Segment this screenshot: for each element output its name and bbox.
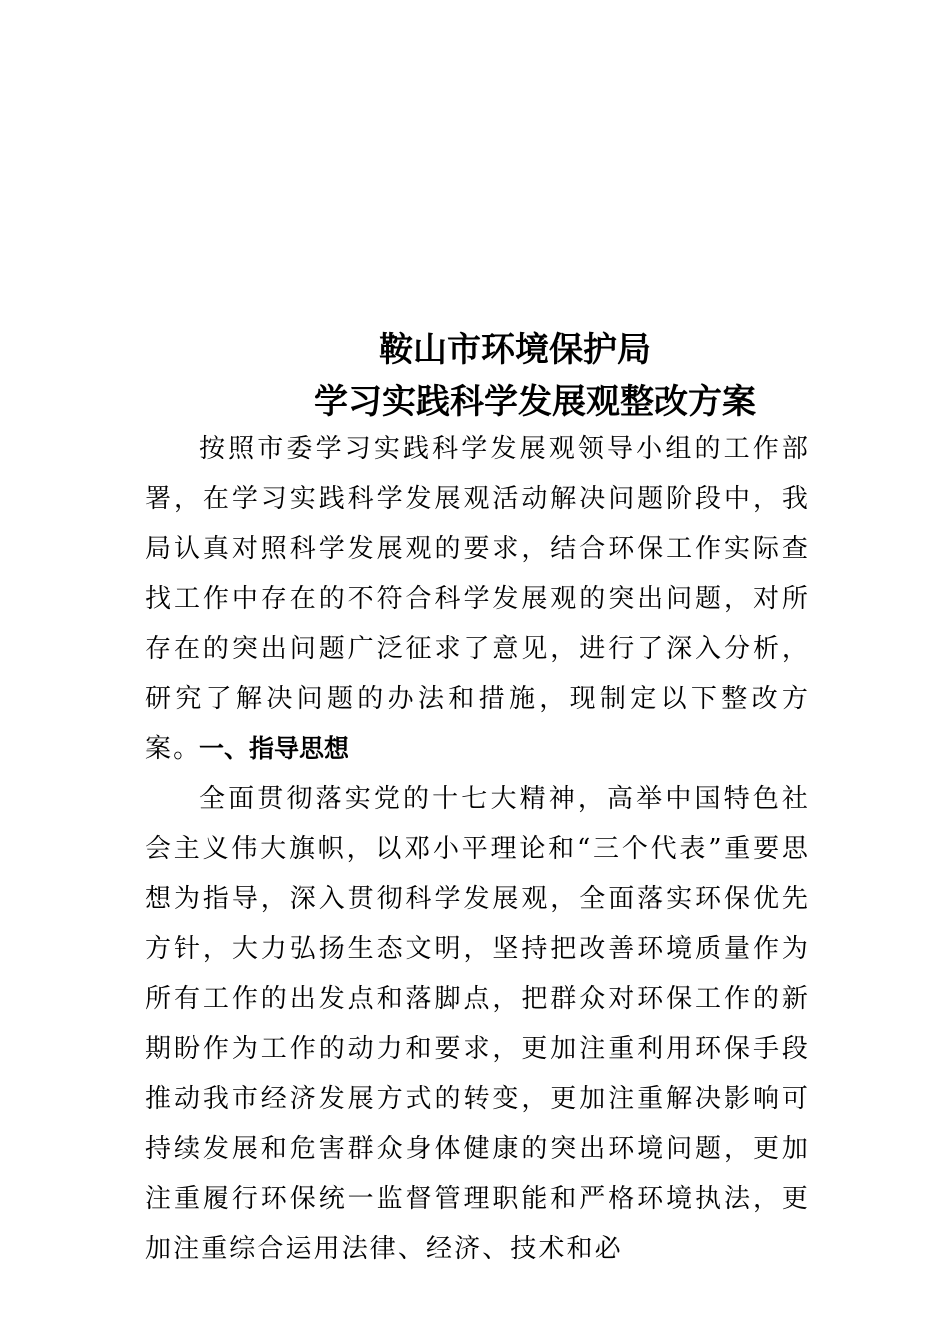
intro-paragraph: 按照市委学习实践科学发展观领导小组的工作部署，在学习实践科学发展观活动解决问题阶段中，我局认真对照科学发展观的要求，结合环保工作实际查找工作中存在的不符合科学发展观的突出问题，对所存在的突出问题广泛征求了意见，进行了深入分析，研究了解决问题的办法和措施，现制定以下整改方案。 (145, 434, 810, 764)
document-title-line-2: 学习实践科学发展观整改方案 (314, 382, 756, 422)
document-title-line-1: 鞍山市环境保护局 (379, 330, 651, 370)
section-heading-guiding-ideology: 一、指导思想 (199, 734, 350, 763)
section-1-paragraph: 全面贯彻落实党的十七大精神，高举中国特色社会主义伟大旗帜，以邓小平理论和“三个代表”重要思想为指导，深入贯彻科学发展观，全面落实环保优先方针，大力弘扬生态文明，坚持把改善环境质量作为所有工作的出发点和落脚点，把群众对环保工作的新期盼作为工作的动力和要求，更加注重利用环保手段推动我市经济发展方式的转变，更加注重解决影响可持续发展和危害群众身体健康的突出环境问题，更加注重履行环保统一监督管理职能和严格环境执法，更加注重综合运用法律、经济、技术和必 (145, 784, 810, 1264)
